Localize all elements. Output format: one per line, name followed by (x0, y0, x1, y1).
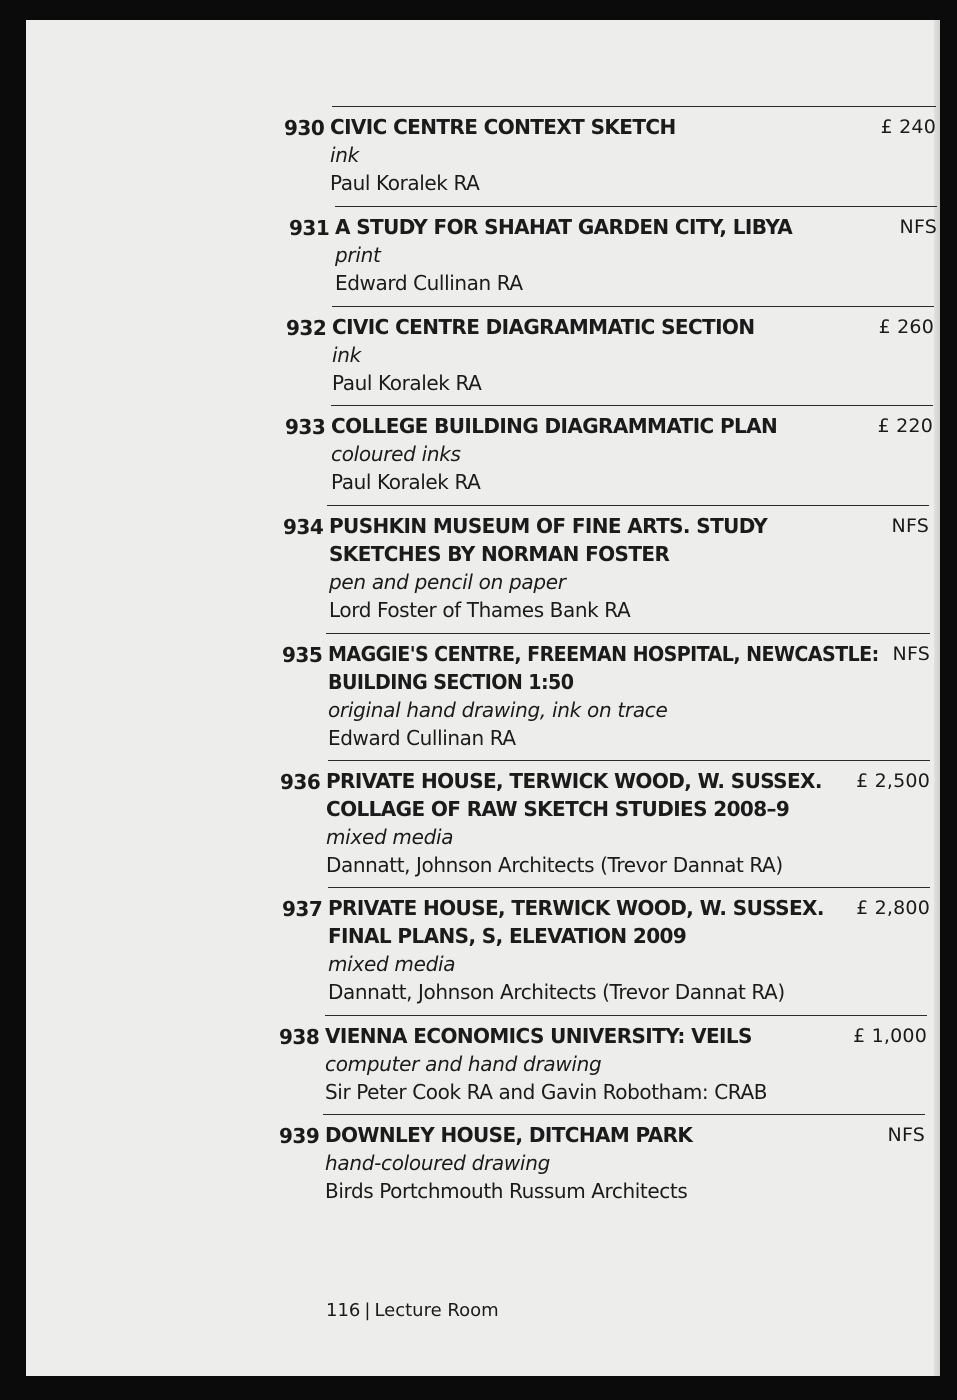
entry-medium: computer and hand drawing (325, 1052, 602, 1076)
entry-divider (328, 760, 930, 761)
entry-divider (331, 405, 933, 406)
entry-title: VIENNA ECONOMICS UNIVERSITY: VEILS (325, 1024, 752, 1048)
entry-title: PRIVATE HOUSE, TERWICK WOOD, W. SUSSEX. FINAL PLANS, S, ELEVATION 2009 (328, 896, 824, 948)
entry-number: 933 (285, 415, 326, 439)
entry-artist: Paul Koralek RA (331, 470, 481, 494)
entry-divider (327, 505, 929, 506)
entry-medium: original hand drawing, ink on trace (328, 698, 668, 722)
entry-price: £ 220 (877, 415, 933, 437)
entry-medium: ink (330, 143, 359, 167)
entry-medium: mixed media (326, 825, 454, 849)
entry-artist: Edward Cullinan RA (328, 726, 516, 750)
entry-price: NFS (899, 216, 937, 238)
footer-separator: | (364, 1300, 371, 1321)
entry-price: £ 1,000 (853, 1025, 927, 1047)
entry-price: NFS (891, 515, 929, 537)
entry-number: 939 (279, 1124, 320, 1148)
entry-number: 930 (284, 116, 325, 140)
entry-artist: Birds Portchmouth Russum Architects (325, 1179, 688, 1203)
entry-divider (332, 106, 936, 107)
entry-artist: Dannatt, Johnson Architects (Trevor Dannat RA) (328, 980, 785, 1004)
entry-title: PUSHKIN MUSEUM OF FINE ARTS. STUDY SKETCHES BY NORMAN FOSTER (329, 514, 768, 566)
entry-medium: print (335, 243, 381, 267)
entry-medium: hand-coloured drawing (325, 1151, 550, 1175)
entry-title: MAGGIE'S CENTRE, FREEMAN HOSPITAL, NEWCASTLE: BUILDING SECTION 1:50 (328, 642, 879, 694)
entry-title: COLLEGE BUILDING DIAGRAMMATIC PLAN (331, 414, 778, 438)
entry-title: CIVIC CENTRE CONTEXT SKETCH (330, 115, 676, 139)
entry-title: A STUDY FOR SHAHAT GARDEN CITY, LIBYA (335, 215, 793, 239)
entry-divider (332, 306, 934, 307)
entry-number: 938 (279, 1025, 320, 1049)
entry-number: 932 (286, 316, 327, 340)
entry-medium: ink (332, 343, 361, 367)
entry-artist: Edward Cullinan RA (335, 271, 523, 295)
entry-number: 934 (283, 515, 324, 539)
catalogue-page (26, 20, 940, 1376)
page-footer (326, 1300, 499, 1321)
entry-medium: coloured inks (331, 442, 461, 466)
entry-title: CIVIC CENTRE DIAGRAMMATIC SECTION (332, 315, 755, 339)
entry-price: £ 2,800 (856, 897, 930, 919)
entry-price: £ 240 (880, 116, 936, 138)
entry-price: £ 2,500 (856, 770, 930, 792)
entry-number: 935 (282, 643, 323, 667)
entry-artist: Sir Peter Cook RA and Gavin Robotham: CRAB (325, 1080, 768, 1104)
entry-divider (326, 633, 930, 634)
entry-divider (335, 206, 937, 207)
entry-divider (325, 1015, 927, 1016)
entry-medium: pen and pencil on paper (329, 570, 566, 594)
entry-number: 931 (289, 216, 330, 240)
entry-number: 936 (280, 770, 321, 794)
entry-divider (328, 887, 930, 888)
entry-medium: mixed media (328, 952, 456, 976)
entry-price: NFS (887, 1124, 925, 1146)
entry-artist: Dannatt, Johnson Architects (Trevor Dannat RA) (326, 853, 783, 877)
entry-artist: Paul Koralek RA (330, 171, 480, 195)
page-number: 116 (326, 1300, 361, 1321)
entry-title: PRIVATE HOUSE, TERWICK WOOD, W. SUSSEX. COLLAGE OF RAW SKETCH STUDIES 2008–9 (326, 769, 822, 821)
entry-number: 937 (282, 897, 323, 921)
entry-title: DOWNLEY HOUSE, DITCHAM PARK (325, 1123, 693, 1147)
entry-price: NFS (892, 643, 930, 665)
entry-divider (323, 1114, 925, 1115)
section-name: Lecture Room (374, 1300, 499, 1321)
entry-artist: Lord Foster of Thames Bank RA (329, 598, 631, 622)
entry-artist: Paul Koralek RA (332, 371, 482, 395)
entry-price: £ 260 (878, 316, 934, 338)
